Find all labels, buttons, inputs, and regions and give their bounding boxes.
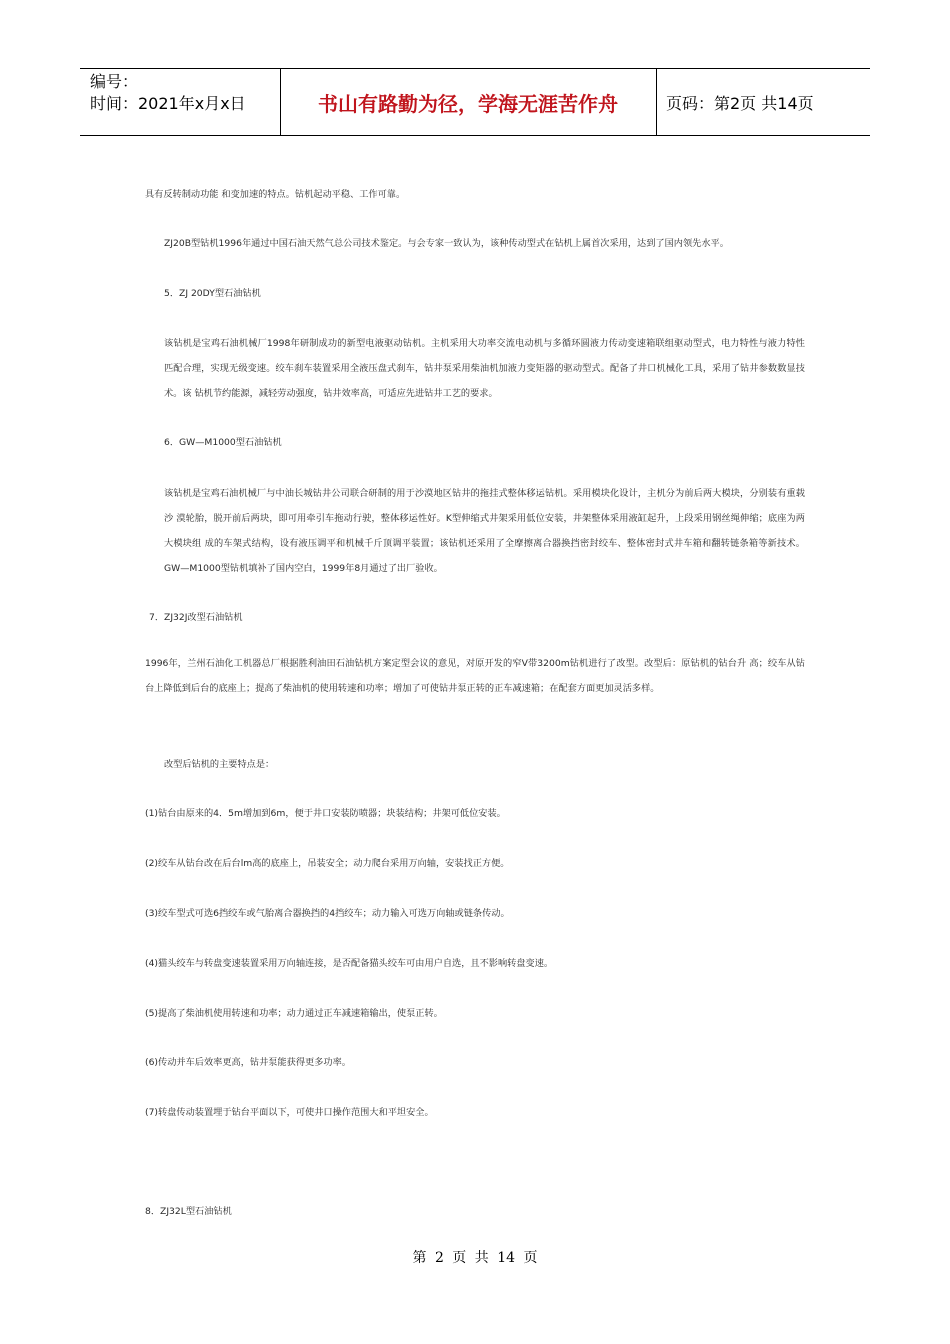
paragraph: 具有反转制动功能 和变加速的特点。钻机起动平稳、工作可靠。 (145, 189, 406, 200)
list-item: (1)钻台由原来的4．5m增加到6m，便于井口安装防喷器；块装结构；井架可低位安装。 (145, 808, 506, 819)
list-item: (7)转盘传动装置埋于钻台平面以下，可使井口操作范围大和平坦安全。 (145, 1107, 434, 1118)
list-item: (2)绞车从钻台改在后台lm高的底座上，吊装安全；动力爬台采用万向轴，安装找正方便。 (145, 858, 510, 869)
list-item: (5)提高了柴油机使用转速和功率；动力通过正车减速箱输出，使泵正转。 (145, 1008, 443, 1019)
paragraph: 该钻机是宝鸡石油机械厂与中油长城钻井公司联合研制的用于沙漠地区钻井的拖挂式整体移运钻机。采用模块化设计，主机分为前后两大模块，分别装有重载沙 漠轮胎，脱开前后两块，即可用牵引车拖动行驶，整体移运性好。K型伸缩式井架采用低位安装，井架整体采用液缸起升，上段采用钢丝绳伸缩；底座为两大模块组 成的车架式结构，设有液压调平和机械千斤顶调平装置；该钻机还采用了全摩擦离合器换挡密封绞车、整体密封式井车箱和翻转链条箱等新技术。GW—M1000型钻机填补了国内空白，1999年8月通过了出厂验收。 (164, 488, 805, 574)
section-heading: 7．ZJ32J改型石油钻机 (149, 612, 243, 623)
header-divider-right (656, 69, 657, 135)
header-motto: 书山有路勤为径，学海无涯苦作舟 (318, 91, 618, 116)
paragraph: ZJ20B型钻机1996年通过中国石油天然气总公司技术鉴定。与会专家一致认为，该种传动型式在钻机上属首次采用，达到了国内领先水平。 (164, 238, 729, 249)
paragraph: 1996年，兰州石油化工机器总厂根据胜利油田石油钻机方案定型会议的意见，对原开发的窄V带3200m钻机进行了改型。改型后：原钻机的钻台升 高；绞车从钻台上降低到后台的底座上；提高了柴油机的使用转速和功率；增加了可使钻井泵正转的正车减速箱；在配套方面更加灵活多样。 (145, 658, 805, 694)
page-footer: 第 2 页 共 14 页 (412, 1250, 538, 1266)
document-time-label: 时间：2021年x月x日 (90, 94, 246, 113)
header-meta (90, 71, 246, 115)
paragraph: 该钻机是宝鸡石油机械厂1998年研制成功的新型电液驱动钻机。主机采用大功率交流电动机与多循环圆液力传动变速箱联组驱动型式，电力特性与液力特性 匹配合理，实现无级变速。绞车刹车装置采用全液压盘式刹车，钻井泵采用柴油机加液力变矩器的驱动型式。配备了井口机械化工具，采用了钻井参数数显技术。该 钻机节约能源，减轻劳动强度，钻井效率高，可适应先进钻井工艺的要求。 (164, 338, 805, 399)
document-number-label: 编号： (90, 72, 139, 91)
list-item: (6)传动并车后效率更高，钻井泵能获得更多功率。 (145, 1057, 351, 1068)
paragraph: 改型后钻机的主要特点是： (164, 759, 275, 770)
header-divider-left (280, 69, 281, 135)
page-header (80, 68, 870, 136)
section-heading: 6．GW—M1000型石油钻机 (164, 437, 282, 448)
header-page-info: 页码：第2页 共14页 (666, 93, 814, 113)
list-item: (4)猫头绞车与转盘变速装置采用万向轴连接，是否配备猫头绞车可由用户自选，且不影响转盘变速。 (145, 958, 554, 969)
list-item: (3)绞车型式可选6挡绞车或气胎离合器换挡的4挡绞车；动力输入可选万向轴或链条传动。 (145, 908, 510, 919)
section-heading: 8．ZJ32L型石油钻机 (145, 1206, 232, 1217)
section-heading: 5．ZJ 20DY型石油钻机 (164, 288, 261, 299)
